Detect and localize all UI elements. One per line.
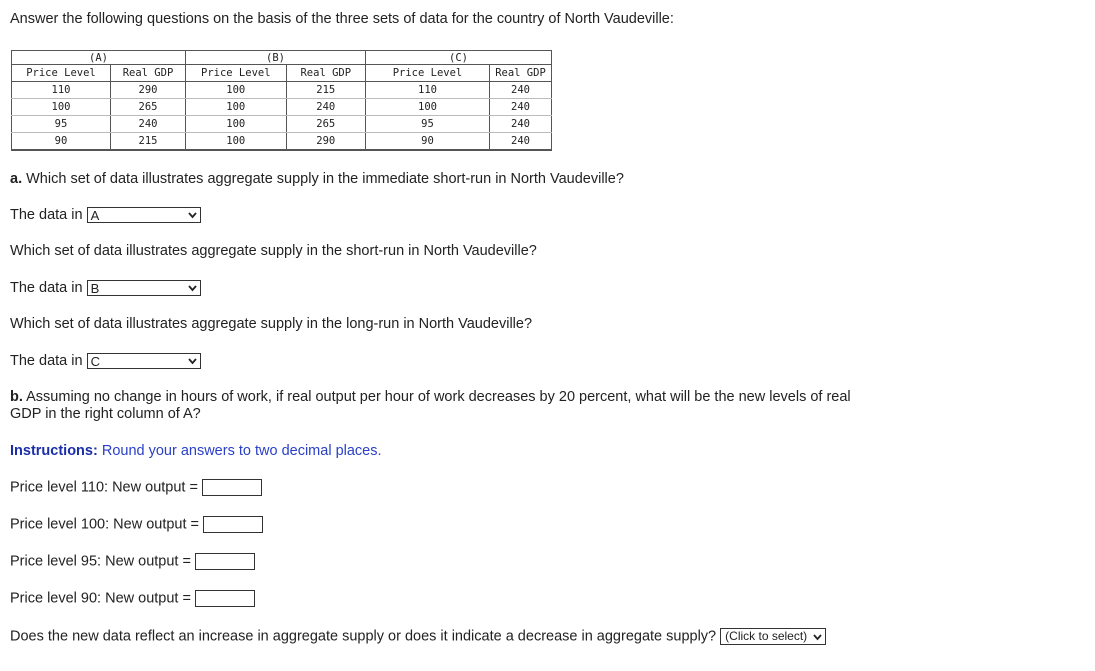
answer-select-value: B: [90, 281, 100, 297]
answer-row-2: [10, 280, 201, 296]
chevron-down-icon: [188, 281, 197, 301]
question-b-line2: GDP in the right column of A?: [10, 406, 201, 422]
chevron-down-icon: [813, 630, 822, 649]
answer-prefix: The data in: [10, 353, 83, 369]
table-cell: 215: [286, 82, 365, 99]
table-cell: 95: [12, 116, 111, 133]
intro-text: Answer the following questions on the basis of the three sets of data for the country of North Vaudeville:: [10, 11, 674, 27]
table-cell: 265: [286, 116, 365, 133]
question-a1-text: Which set of data illustrates aggregate supply in the immediate short-run in North Vaudeville?: [26, 171, 624, 187]
table-cell: 240: [490, 99, 552, 116]
aggregate-supply-select-value: (Click to select): [725, 629, 808, 643]
col-header: Price Level: [366, 65, 490, 82]
table-row: [12, 133, 552, 151]
table-cell: 240: [111, 116, 186, 133]
table-cell: 240: [490, 82, 552, 99]
final-question-row: [10, 628, 826, 645]
question-b: [10, 389, 851, 405]
answer-row-1: [10, 207, 201, 223]
group-header-a: (A): [12, 51, 186, 65]
answer-prefix: The data in: [10, 280, 83, 296]
instructions-label: Instructions:: [10, 443, 98, 459]
input-label: Price level 95: New output =: [10, 553, 191, 570]
instructions: [10, 443, 382, 459]
table-cell: 95: [366, 116, 490, 133]
col-header: Price Level: [12, 65, 111, 82]
answer-select-3[interactable]: [87, 353, 201, 369]
table-cell: 100: [12, 99, 111, 116]
table-cell: 240: [286, 99, 365, 116]
table-cell: 100: [186, 133, 287, 151]
input-label: Price level 90: New output =: [10, 590, 191, 607]
chevron-down-icon: [188, 208, 197, 228]
col-header: Real GDP: [111, 65, 186, 82]
table-cell: 215: [111, 133, 186, 151]
col-header: Real GDP: [286, 65, 365, 82]
answer-select-2[interactable]: [87, 280, 201, 296]
data-table: [11, 50, 552, 151]
table-cell: 100: [186, 116, 287, 133]
instructions-text: Round your answers to two decimal places.: [101, 443, 382, 459]
final-question: Does the new data reflect an increase in aggregate supply or does it indicate a decrease in aggregate supply?: [10, 628, 717, 645]
col-header: Price Level: [186, 65, 287, 82]
question-a3: Which set of data illustrates aggregate supply in the long-run in North Vaudeville?: [10, 316, 533, 332]
table-cell: 100: [186, 99, 287, 116]
answer-row-3: [10, 353, 201, 369]
chevron-down-icon: [188, 354, 197, 374]
output-input-90[interactable]: [195, 590, 255, 607]
table-cell: 100: [366, 99, 490, 116]
part-b-label: b.: [10, 389, 23, 405]
table-cell: 110: [12, 82, 111, 99]
group-header-b: (B): [186, 51, 366, 65]
input-label: Price level 100: New output =: [10, 516, 200, 533]
table-row: [12, 99, 552, 116]
table-cell: 290: [111, 82, 186, 99]
part-a-label: a.: [10, 171, 23, 187]
input-row-100: [10, 516, 263, 533]
question-a1: [10, 171, 624, 187]
question-a2: Which set of data illustrates aggregate supply in the short-run in North Vaudeville?: [10, 243, 537, 259]
group-header-c: (C): [366, 51, 552, 65]
table-row: [12, 116, 552, 133]
output-input-110[interactable]: [202, 479, 262, 496]
question-b-line1: Assuming no change in hours of work, if real output per hour of work decreases by 20 percent, what will be the new levels of real: [26, 389, 851, 405]
input-row-95: [10, 553, 255, 570]
col-header: Real GDP: [490, 65, 552, 82]
input-row-110: [10, 479, 262, 496]
answer-select-1[interactable]: [87, 207, 201, 223]
answer-prefix: The data in: [10, 207, 83, 223]
table-cell: 110: [366, 82, 490, 99]
answer-select-value: C: [90, 354, 100, 370]
table-cell: 290: [286, 133, 365, 151]
table-cell: 265: [111, 99, 186, 116]
output-input-95[interactable]: [195, 553, 255, 570]
table-cell: 90: [366, 133, 490, 151]
input-row-90: [10, 590, 255, 607]
table-row: [12, 82, 552, 99]
table-cell: 240: [490, 133, 552, 151]
input-label: Price level 110: New output =: [10, 479, 198, 496]
aggregate-supply-select[interactable]: [720, 628, 826, 645]
table-cell: 240: [490, 116, 552, 133]
answer-select-value: A: [90, 208, 100, 224]
table-cell: 90: [12, 133, 111, 151]
table-cell: 100: [186, 82, 287, 99]
output-input-100[interactable]: [203, 516, 263, 533]
